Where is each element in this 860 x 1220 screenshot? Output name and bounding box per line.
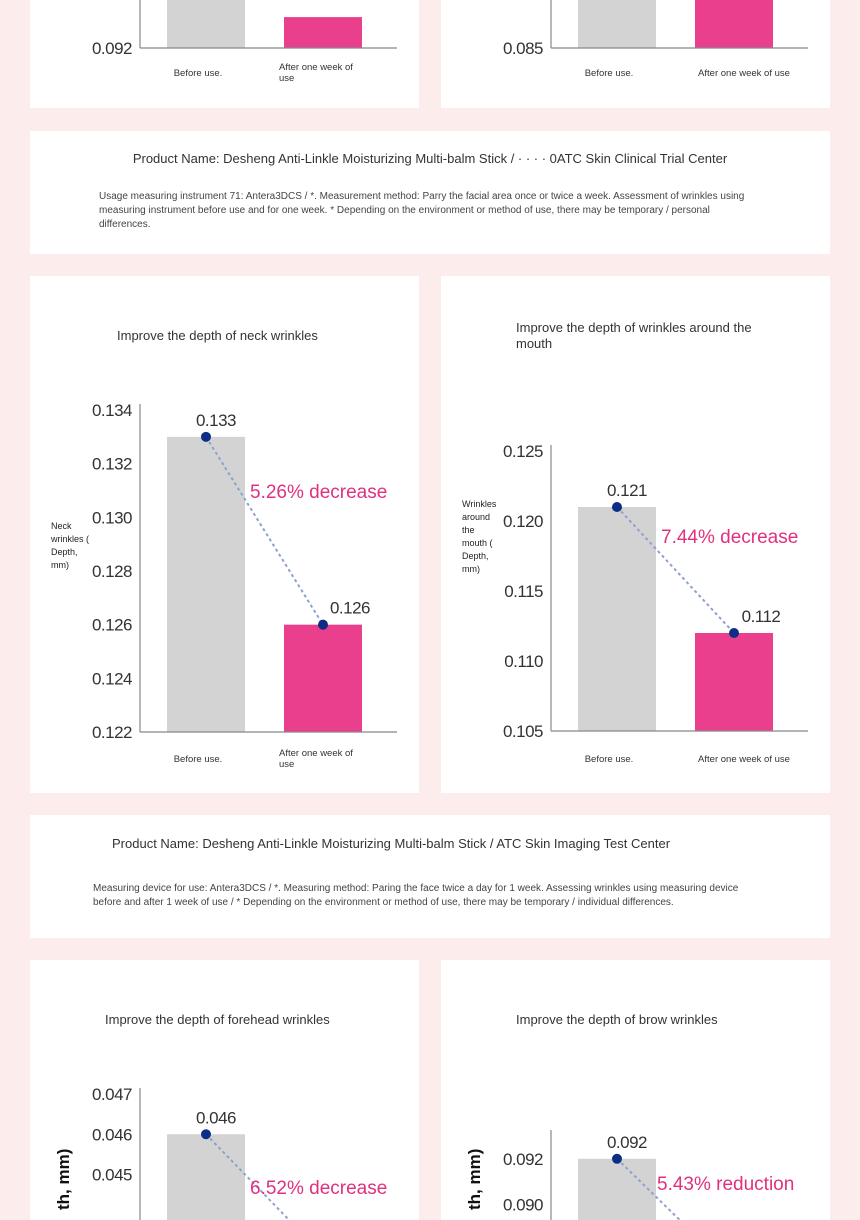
info-title: Product Name: Desheng Anti-Linkle Moisturizing Multi-balm Stick / ATC Skin Imaging Test Center [112,836,671,851]
y-tick-label: 0.085 [502,39,543,58]
data-value-label: 0.126 [329,598,371,618]
bar-after [284,17,362,48]
y-tick-label: 0.122 [91,723,132,742]
x-category-label: After one week of use [698,754,790,765]
x-category-label: Before use. [173,68,223,79]
y-axis-label: th, mm) [54,1148,73,1210]
y-tick-label: 0.125 [502,442,543,461]
chart-card-brow [441,960,830,1220]
x-category-label: After one week of use [279,748,353,770]
info-panel-clinical [30,131,830,254]
info-note: Measuring device for use: Antera3DCS / *. Measuring method: Paring the face twice a day for 1 week. Assessing wrinkles using measuring device before and after 1 week of use / * Depending on the environment or method of use, there may be temporary / individual differences. [93,883,739,908]
y-tick-label: 0.132 [91,454,132,474]
chart-svg-4 [30,960,419,1220]
chart-card-top-left [30,0,419,108]
data-value-label: 0.133 [195,410,237,430]
bar-before [167,0,245,48]
chart-svg-1 [441,0,830,108]
chart-card-top-right [441,0,830,108]
change-percent-label: 7.44% decrease [661,527,799,548]
chart-card-neck [30,276,419,793]
bar-before [167,437,245,732]
bar-after [695,0,773,48]
y-tick-label: 0.124 [91,669,132,689]
x-category-label: Before use. [173,754,223,765]
data-point-marker [318,620,328,630]
data-point-marker [612,1154,622,1164]
y-tick-label: 0.120 [502,512,543,531]
data-value-label: 0.121 [606,481,648,500]
change-percent-label: 5.26% decrease [250,482,388,503]
chart-svg-0 [30,0,419,108]
y-tick-label: 0.105 [502,722,543,741]
y-tick-label: 0.046 [91,1125,132,1145]
x-category-label: After one week of use [698,68,790,79]
info-note: Usage measuring instrument 71: Antera3DCS / *. Measurement method: Parry the facial area once or twice a week. Assessment of wrinkles using measuring instrument before use and for one week. * Depending on the environment or method of use, there may be temporary / personal differences. [99,191,745,230]
info-panel-imaging [30,815,830,938]
bar-before [578,507,656,731]
chart-title: Improve the depth of wrinkles around the mouth [516,320,752,351]
bar-after [695,633,773,731]
y-tick-label: 0.128 [91,562,132,581]
chart-title: Improve the depth of forehead wrinkles [105,1012,330,1027]
data-value-label: 0.046 [195,1108,237,1128]
bar-after [284,625,362,732]
bar-before [167,1134,245,1220]
y-axis-label: th, mm) [465,1148,484,1210]
data-point-marker [729,628,739,638]
chart-svg-2 [30,276,419,793]
y-tick-label: 0.092 [91,39,132,58]
y-axis-label: Neck wrinkles ( Depth, mm) [51,521,90,570]
chart-card-mouth [441,276,830,793]
y-axis-label: Wrinkles around the mouth ( Depth, mm) [462,499,497,574]
x-category-label: Before use. [584,68,634,79]
bar-before [578,1159,656,1220]
chart-card-forehead [30,960,419,1220]
y-tick-label: 0.045 [91,1165,132,1185]
y-tick-label: 0.134 [91,401,132,420]
data-point-marker [612,502,622,512]
y-tick-label: 0.110 [504,652,543,671]
y-tick-label: 0.090 [502,1195,543,1215]
y-tick-label: 0.115 [504,582,543,601]
y-tick-label: 0.126 [91,615,132,635]
y-tick-label: 0.092 [502,1149,543,1169]
data-point-marker [201,1129,211,1139]
y-tick-label: 0.130 [91,508,132,528]
data-value-label: 0.092 [606,1132,648,1152]
info-title: Product Name: Desheng Anti-Linkle Moisturizing Multi-balm Stick / · · · · 0ATC Skin Clinical Trial Center [132,151,728,166]
chart-svg-3 [441,276,830,793]
chart-title: Improve the depth of brow wrinkles [516,1012,718,1027]
data-value-label: 0.112 [741,607,781,626]
x-category-label: After one week of use [279,62,353,84]
chart-svg-5 [441,960,830,1220]
y-tick-label: 0.047 [91,1085,132,1104]
chart-title: Improve the depth of neck wrinkles [117,328,318,343]
change-percent-label: 5.43% reduction [657,1174,795,1195]
bar-before [578,0,656,48]
x-category-label: Before use. [584,754,634,765]
data-point-marker [201,432,211,442]
change-percent-label: 6.52% decrease [250,1178,388,1199]
